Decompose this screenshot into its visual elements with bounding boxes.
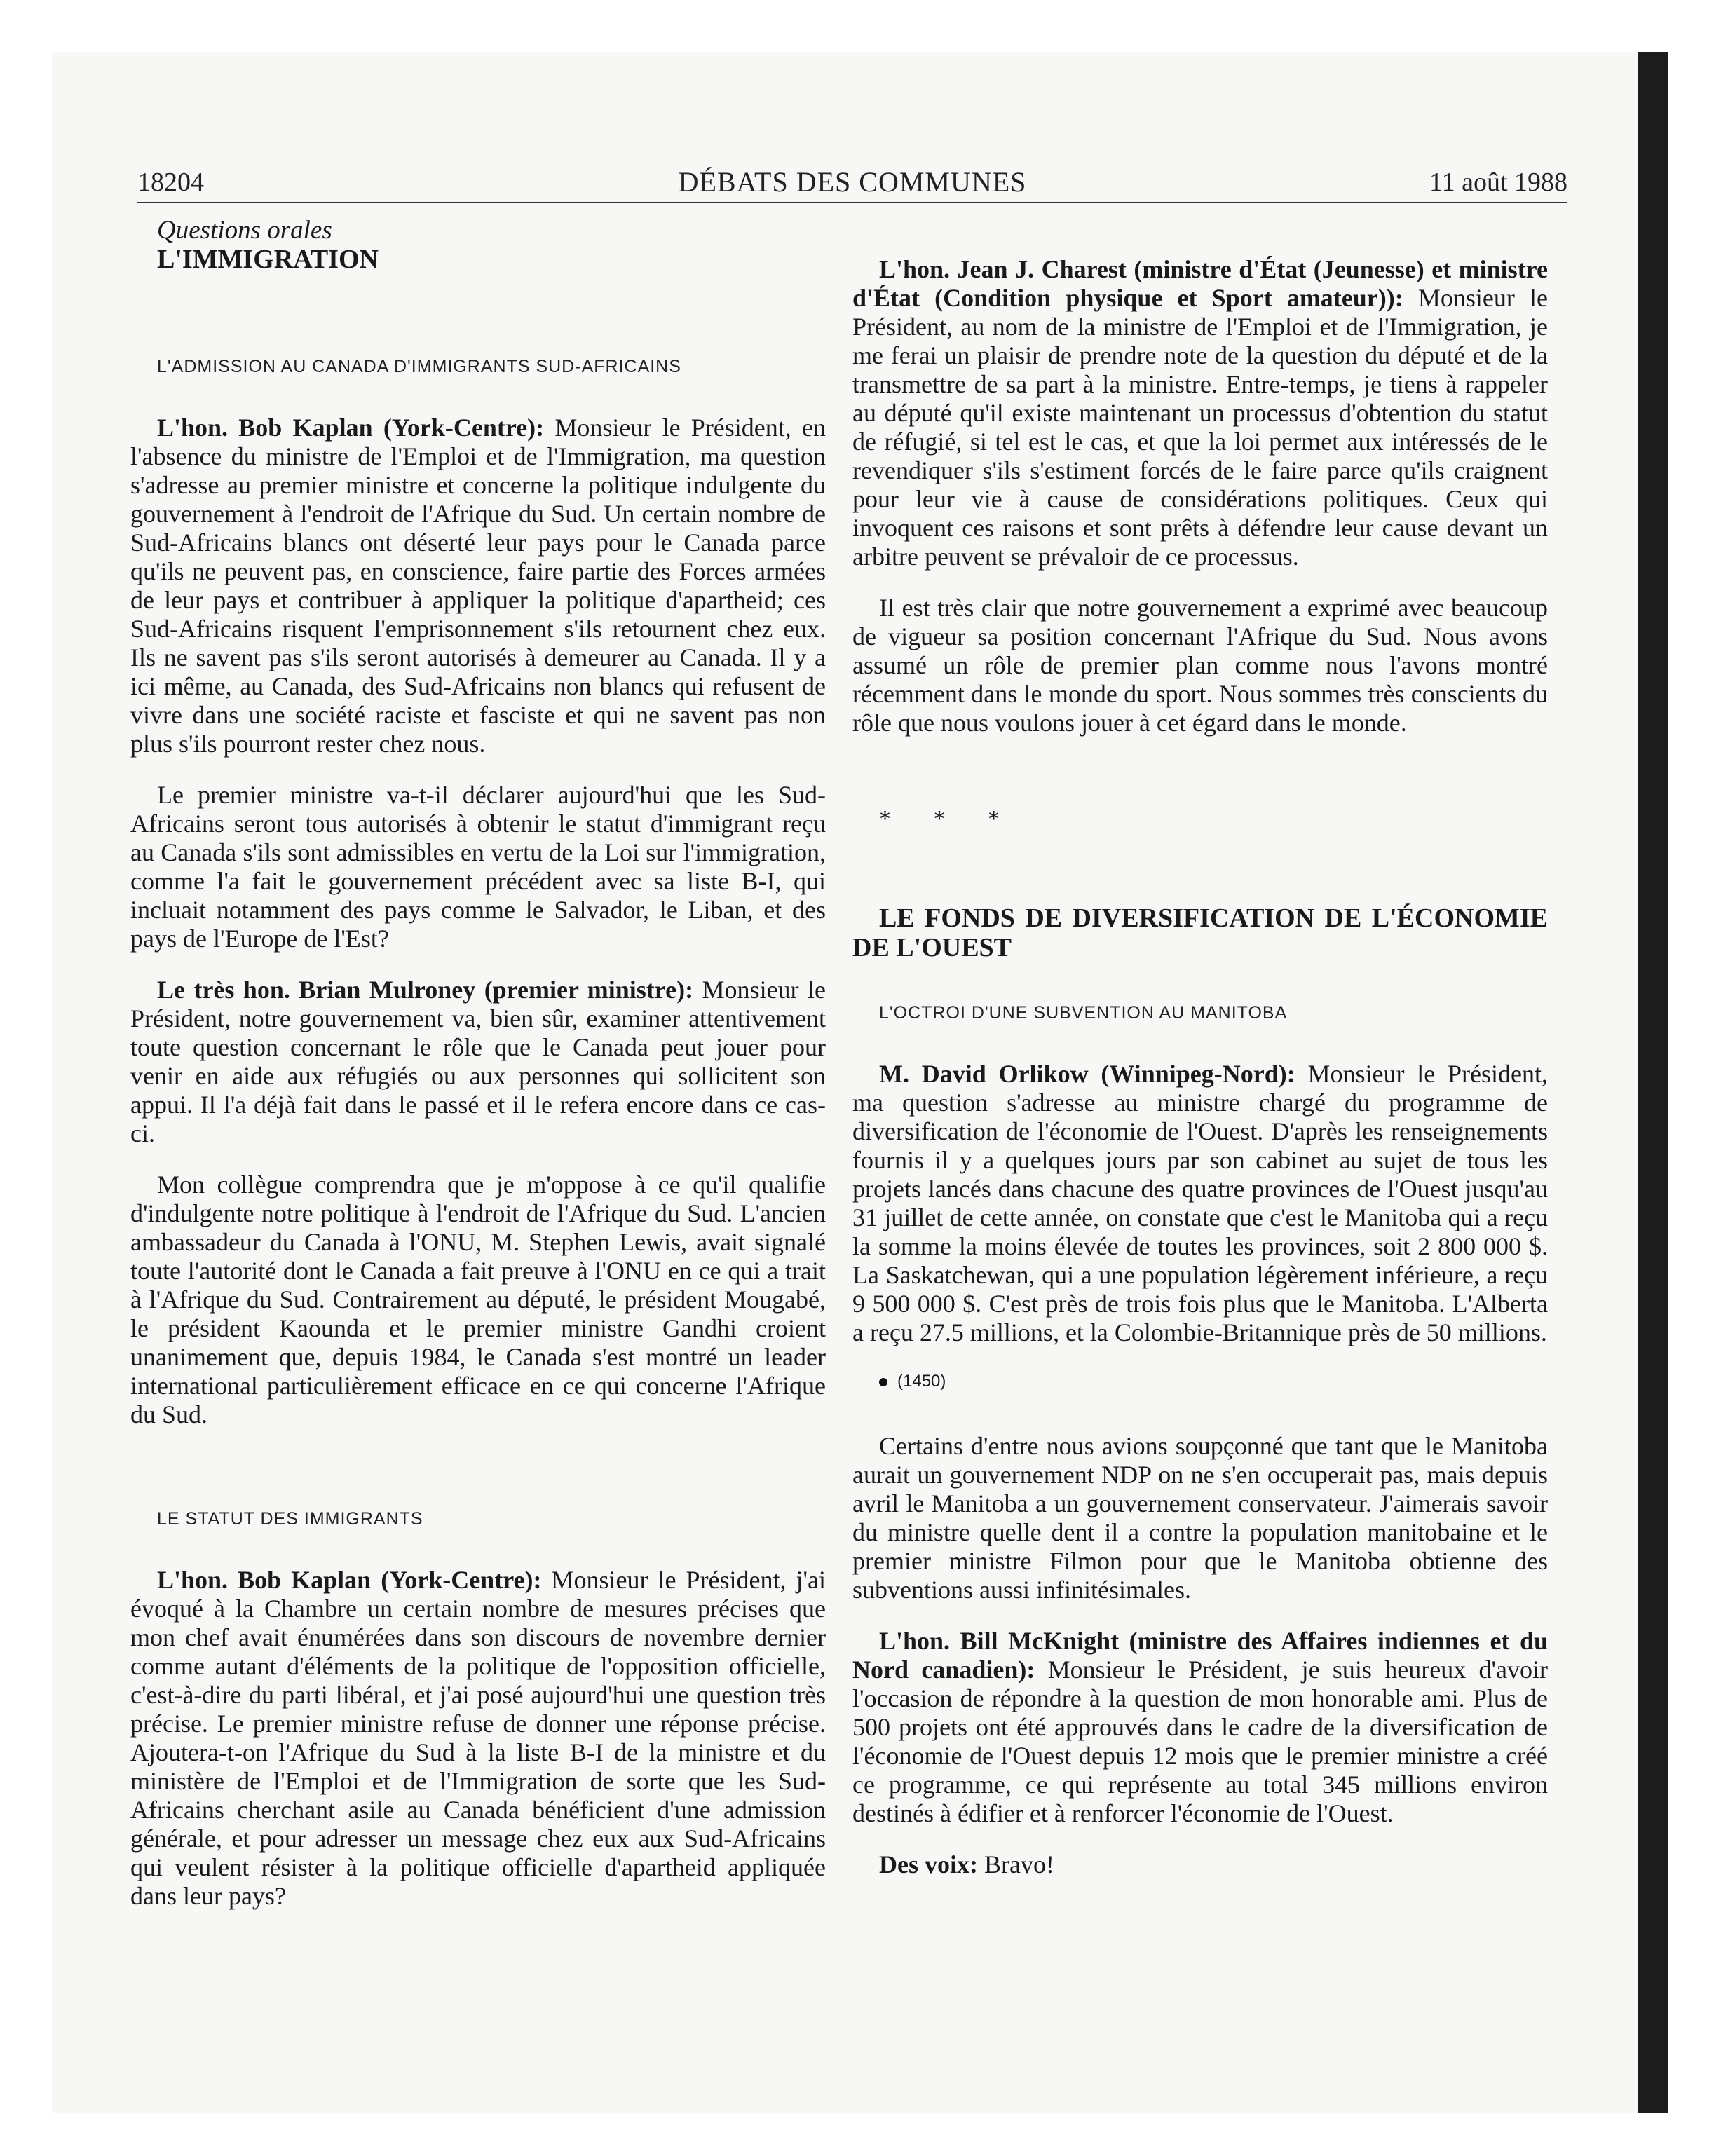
bullet-icon — [879, 1378, 887, 1386]
paragraph: Mon collègue comprendra que je m'oppose à ce qu'il qualifie d'indulgente notre politique à l'endroit de l'Afrique du Sud. L'ancien ambassadeur du Canada à l'ONU, M. Stephen Lewis, avait signalé toute l'autorité dont le Canada a fait preuve à l'ONU en ce qui a trait à l'Afrique du Sud. Contrairement au député, le président Mougabé, le président Kaounda et le premier ministre Gandhi croient unanimement que, depuis 1984, le Canada s'est montré un leader international particulièrement efficace en ce qui concerne l'Afrique du Sud. — [130, 1171, 826, 1428]
subheading: LE STATUT DES IMMIGRANTS — [157, 1509, 423, 1529]
paragraph — [852, 1060, 1548, 1347]
page-date: 11 août 1988 — [1429, 168, 1567, 197]
paragraph — [852, 1627, 1548, 1828]
page-header — [137, 163, 1567, 202]
right-column — [852, 216, 1548, 1879]
paragraph — [852, 1850, 1548, 1879]
subheading: L'OCTROI D'UNE SUBVENTION AU MANITOBA — [879, 1003, 1288, 1023]
time-marker — [852, 1367, 1548, 1396]
paragraph-text: Monsieur le Président, je suis heureux d'avoir l'occasion de répondre à la question de mon honorable ami. Plus de 500 projets ont été approuvés dans le cadre de la diversification de l'économie de l'Ouest depuis 12 mois que le premier ministre a créé ce programme, ce qui représente au total 345 millions environ destinés à édifier et à renforcer l'économie de l'Ouest. — [852, 1656, 1548, 1827]
speaker-name: M. David Orlikow (Winnipeg-Nord): — [879, 1060, 1295, 1088]
paragraph — [130, 414, 826, 758]
paragraph-text: Monsieur le Président, ma question s'adresse au ministre chargé du programme de diversification de l'économie de l'Ouest. D'après les renseignements fournis il y a quelques jours par son cabinet au sujet de tous les projets lancés dans chacune des quatre provinces de l'Ouest jusqu'au 31 juillet de cette année, on constate que c'est le Manitoba qui a reçu la somme la moins élevée de toutes les provinces, soit 2 800 000 $. La Saskatchewan, qui a une population légèrement inférieure, a reçu 9 500 000 $. C'est près de trois fois plus que le Manitoba. L'Alberta a reçu 27.5 millions, et la Colombie-Britannique près de 50 millions. — [852, 1060, 1548, 1346]
paragraph — [130, 976, 826, 1148]
speaker-name: L'hon. Jean J. Charest (ministre d'État (Jeunesse) et ministre d'État (Condition physique et Sport amateur)): — [852, 255, 1548, 312]
paragraph-text: Monsieur le Président, au nom de la ministre de l'Emploi et de l'Immigration, je me ferai un plaisir de prendre note de la question du député et de la transmettre de sa part à la ministre. Entre-temps, je tiens à rappeler au député qu'il existe maintenant un processus d'obtention du statut de réfugié, si tel est le cas, et que la loi permet aux intéressés de le revendiquer s'ils s'estiment forcés de le faire parce qu'ils craignent pour leur vie à cause de considérations politiques. Ceux qui invoquent ces raisons et sont prêts à défendre leur cause devant un arbitre peuvent se prévaloir de ce processus. — [852, 284, 1549, 571]
paragraph: Il est très clair que notre gouvernement a exprimé avec beaucoup de vigueur sa position concernant l'Afrique du Sud. Nous avons assumé un rôle de premier plan comme nous l'avons montré récemment dans le monde du sport. Nous sommes très conscients du rôle que nous voulons jouer à cet égard dans le monde. — [852, 594, 1548, 737]
left-column — [130, 216, 826, 1911]
page-number: 18204 — [137, 168, 204, 197]
section-subtitle: Questions orales — [157, 216, 332, 245]
section-title: LE FONDS DE DIVERSIFICATION DE L'ÉCONOMIE DE L'OUEST — [852, 903, 1548, 962]
publication-title: DÉBATS DES COMMUNES — [678, 166, 1027, 198]
paragraph: Certains d'entre nous avions soupçonné que tant que le Manitoba aurait un gouvernement NDP on ne s'en occuperait pas, mais depuis avril le Manitoba a un gouvernement conservateur. J'aimerais savoir du ministre quelle dent il a contre la population manitobaine et le premier ministre Filmon pour que le Manitoba obtienne des subventions aussi infinitésimales. — [852, 1432, 1548, 1604]
speaker-name: L'hon. Bill McKnight (ministre des Affaires indiennes et du Nord canadien): — [852, 1627, 1548, 1684]
paragraph-text: Monsieur le Président, en l'absence du ministre de l'Emploi et de l'Immigration, ma question s'adresse au premier ministre et concerne la politique indulgente du gouvernement à l'endroit de l'Afrique du Sud. Un certain nombre de Sud-Africains blancs ont déserté leur pays pour le Canada parce qu'ils ne peuvent pas, en conscience, faire partie des Forces armées de leur pays et contribuer à appliquer la politique d'apartheid; ces Sud-Africains risquent l'emprisonnement s'ils retournent chez eux. Ils ne savent pas s'ils seront autorisés à demeurer au Canada. Il y a ici même, au Canada, des Sud-Africains non blancs qui refusent de vivre dans une société raciste et fasciste et qui ne savent pas non plus s'ils pourront rester chez nous. — [130, 414, 826, 758]
header-rule — [137, 202, 1567, 203]
speaker-name: L'hon. Bob Kaplan (York-Centre): — [157, 1566, 542, 1594]
paragraph: Le premier ministre va-t-il déclarer aujourd'hui que les Sud-Africains seront tous autorisés à obtenir le statut d'immigrant reçu au Canada s'ils sont admissibles en vertu de la Loi sur l'immigration, comme l'a fait le gouvernement précédent avec sa liste B-I, qui incluait notamment des pays comme le Salvador, le Liban, et des pays de l'Europe de l'Est? — [130, 781, 826, 953]
time-marker-text: (1450) — [897, 1372, 946, 1391]
section-title: L'IMMIGRATION — [157, 245, 379, 274]
speaker-name: Le très hon. Brian Mulroney (premier ministre): — [157, 976, 694, 1004]
section-separator: * * * — [879, 806, 1018, 832]
paragraph-text: Bravo! — [977, 1850, 1054, 1878]
paragraph-text: Monsieur le Président, notre gouvernement va, bien sûr, examiner attentivement toute question concernant le rôle que le Canada peut jouer pour venir en aide aux réfugiés ou aux personnes qui sollicitent son appui. Il l'a déjà fait dans le passé et il le refera encore dans ce cas-ci. — [130, 976, 826, 1147]
paragraph-text: Monsieur le Président, j'ai évoqué à la Chambre un certain nombre de mesures précises que mon chef avait énumérées dans son discours de novembre dernier comme autant d'éléments de la politique de l'opposition officielle, c'est-à-dire du parti libéral, et j'ai posé aujourd'hui une question très précise. Le premier ministre refuse de donner une réponse précise. Ajoutera-t-on l'Afrique du Sud à la liste B-I de la ministre et du ministère de l'Emploi et de l'Immigration de sorte que les Sud-Africains cherchant asile au Canada bénéficient d'une admission générale, et pour adresser un message chez eux aux Sud-Africains qui veulent résister à la politique officielle d'apartheid appliquée dans leur pays? — [130, 1566, 826, 1910]
speaker-name: Des voix: — [879, 1850, 978, 1878]
scan-edge — [1638, 52, 1668, 2113]
paragraph — [852, 255, 1548, 571]
speaker-name: L'hon. Bob Kaplan (York-Centre): — [157, 414, 545, 442]
subheading: L'ADMISSION AU CANADA D'IMMIGRANTS SUD-AFRICAINS — [157, 357, 681, 376]
paragraph — [130, 1566, 826, 1911]
